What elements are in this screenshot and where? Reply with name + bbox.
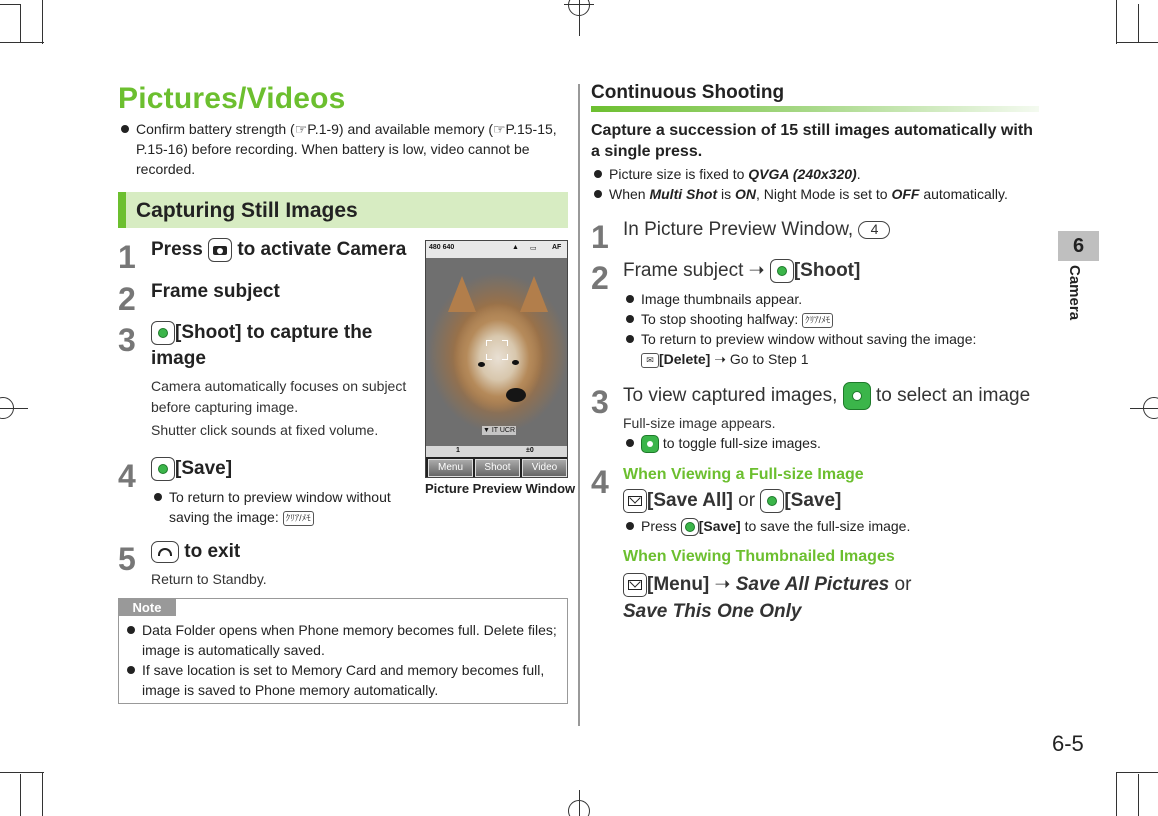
key-4-icon: 4 xyxy=(858,221,890,239)
sub-heading: When Viewing a Full-size Image xyxy=(623,466,864,483)
r-step-4-bullet: Press [Save] to save the full-size image. xyxy=(623,516,1043,536)
step-number: 4 xyxy=(591,464,609,500)
crop-mark xyxy=(0,772,44,773)
mail-key-icon xyxy=(623,489,647,513)
crop-mark xyxy=(20,774,21,816)
note-list xyxy=(124,620,566,700)
step-number: 5 xyxy=(118,541,136,577)
page-title: Pictures/Videos xyxy=(118,82,346,115)
antenna-icon: ▲ xyxy=(512,244,519,251)
center-key-icon xyxy=(151,321,175,345)
crop-mark xyxy=(0,42,44,43)
step-2-text: Frame subject xyxy=(151,281,280,302)
center-key-icon xyxy=(681,518,699,536)
section-title: Capturing Still Images xyxy=(136,199,358,222)
step-4-text: [Save] xyxy=(151,456,232,482)
note-item: If save location is set to Memory Card and memory becomes full, image is saved to Phone memory automatically. xyxy=(124,660,566,700)
r-step-4-action-1: [Save All] or [Save] xyxy=(623,488,841,514)
step-4-bullets xyxy=(151,487,416,527)
multi-selector-icon xyxy=(641,435,659,453)
chapter-label: Camera xyxy=(1066,265,1083,321)
crop-mark xyxy=(42,0,43,44)
crop-mark xyxy=(1116,42,1158,43)
crop-mark xyxy=(1116,0,1117,44)
battery-icon: ▭ xyxy=(530,245,537,252)
r-step-4-bullets xyxy=(623,516,1043,536)
focus-frame-icon xyxy=(486,340,508,360)
crop-mark xyxy=(1116,772,1117,816)
crop-mark xyxy=(0,4,20,5)
chapter-tab: 6 xyxy=(1058,231,1099,261)
phone-caption: Picture Preview Window xyxy=(425,481,576,496)
crop-mark xyxy=(1116,772,1158,773)
section-header xyxy=(118,192,568,228)
end-key-icon xyxy=(151,541,179,563)
page-number: 6-5 xyxy=(1052,731,1084,756)
clear-key-icon: ｸﾘｱ/ﾒﾓ xyxy=(802,313,833,328)
crop-mark xyxy=(1138,4,1139,42)
center-key-icon xyxy=(770,259,794,283)
crop-mark xyxy=(42,772,43,816)
dog-eye xyxy=(478,362,485,367)
step-number: 1 xyxy=(591,219,609,255)
right-intro-bullet: When Multi Shot is ON, Night Mode is set to OFF automatically. xyxy=(591,184,1041,204)
intro-bullets xyxy=(118,119,563,179)
r-step-2-bullet: To return to preview window without saving the image: ✉ [Delete] ➝ Go to Step 1 xyxy=(623,329,1043,369)
r-step-2-bullet: To stop shooting halfway: ｸﾘｱ/ﾒﾓ xyxy=(623,309,1043,329)
crop-mark xyxy=(1138,774,1139,816)
step-number: 3 xyxy=(118,322,136,358)
note-item: Data Folder opens when Phone memory becomes full. Delete files; image is automatically saved. xyxy=(124,620,566,660)
clear-key-icon: ｸﾘｱ/ﾒﾓ xyxy=(283,511,314,526)
step-3-desc: Camera automatically focuses on subject before capturing image. Shutter click sounds at fixed volume. xyxy=(151,378,407,438)
multi-selector-icon xyxy=(843,382,871,410)
r-step-3-text: To view captured images, to select an image xyxy=(623,382,1030,410)
section-title: Continuous Shooting xyxy=(591,82,785,103)
center-key-icon xyxy=(151,457,175,481)
r-step-3-bullets xyxy=(623,433,1043,453)
r-step-4-action-2: [Menu] ➝ Save All Pictures or Save This One Only xyxy=(623,574,912,622)
softkey-menu: Menu xyxy=(428,459,473,477)
crop-mark xyxy=(20,4,21,42)
sub-heading: When Viewing Thumbnailed Images xyxy=(623,548,895,565)
registration-circle xyxy=(568,0,590,16)
step-number: 4 xyxy=(118,458,136,494)
right-intro-bullet: Picture size is fixed to QVGA (240x320). xyxy=(591,164,1041,184)
dog-nose xyxy=(506,388,526,402)
r-step-2-bullet: Image thumbnails appear. xyxy=(623,289,1043,309)
r-step-2-text: Frame subject ➝ [Shoot] xyxy=(623,260,861,281)
step-number: 2 xyxy=(591,260,609,296)
step-number: 2 xyxy=(118,281,136,317)
dog-eye xyxy=(512,360,519,365)
phone-screenshot xyxy=(425,240,568,478)
step-4-bullet: To return to preview window without saving the image: ｸﾘｱ/ﾒﾓ xyxy=(151,487,416,527)
step-5-desc: Return to Standby. xyxy=(151,571,267,587)
phone-softkey-bar xyxy=(426,457,568,478)
r-step-3-bullet: to toggle full-size images. xyxy=(623,433,1043,453)
right-intro-bullets xyxy=(591,164,1041,204)
step-1-text: Press to activate Camera xyxy=(151,239,407,260)
center-key-icon xyxy=(760,489,784,513)
mail-key-icon: ✉ xyxy=(641,353,659,368)
r-step-1-text: In Picture Preview Window, 4 xyxy=(623,217,890,243)
dog-ear xyxy=(448,276,476,312)
registration-circle xyxy=(0,397,14,419)
softkey-video: Video xyxy=(522,459,567,477)
softkey-shoot: Shoot xyxy=(475,459,520,477)
step-3-text: [Shoot] to capture the image xyxy=(151,322,373,369)
step-number: 3 xyxy=(591,384,609,420)
column-divider xyxy=(578,84,580,726)
note-label: Note xyxy=(118,599,176,616)
dog-ear xyxy=(520,276,548,312)
dog-photo xyxy=(426,258,568,446)
step-number: 1 xyxy=(118,239,136,275)
intro-bullet: Confirm battery strength (☞P.1-9) and available memory (☞P.15-15, P.15-16) before recording. When battery is low, video cannot be recorded. xyxy=(118,119,563,179)
phone-info-bar: 1 ±0 xyxy=(426,446,568,457)
registration-circle xyxy=(1143,397,1158,419)
title-underline xyxy=(591,106,1039,112)
mail-key-icon xyxy=(623,573,647,597)
camera-key-icon xyxy=(208,238,232,262)
step-5-text: to exit xyxy=(151,539,240,565)
zoom-indicator: ▼ IT UCR xyxy=(482,427,516,434)
r-step-3-desc: Full-size image appears. xyxy=(623,415,776,431)
registration-circle xyxy=(568,800,590,816)
phone-status-bar: 480 640 ▲ ▭ AF xyxy=(426,241,568,258)
r-step-2-bullets xyxy=(623,289,1043,369)
lead-text: Capture a succession of 15 still images automatically with a single press. xyxy=(591,122,1033,160)
